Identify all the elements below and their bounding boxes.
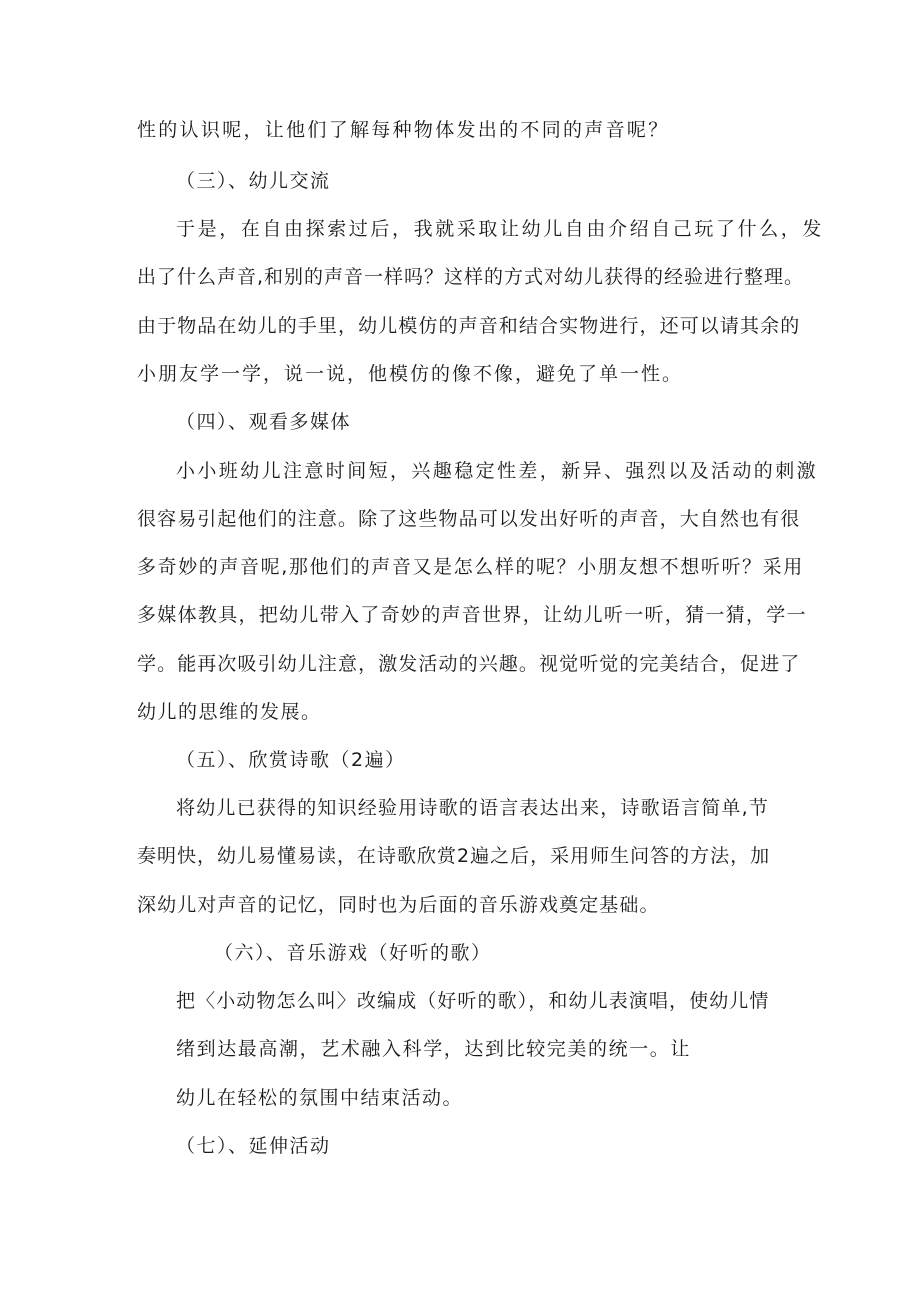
section-heading: （五）、欣赏诗歌（2遍）: [176, 749, 406, 771]
body-text-line: 把〈小动物怎么叫〉改编成（好听的歌），和幼儿表演唱，使幼儿情: [176, 990, 770, 1012]
body-text-line: 幼儿的思维的发展。: [137, 701, 322, 723]
section-heading: （四）、观看多媒体: [176, 411, 352, 433]
body-text-line: 于是，在自由探索过后，我就采取让幼儿自由介绍自己玩了什么，发: [176, 218, 825, 240]
body-text-line: 由于物品在幼儿的手里，幼儿模仿的声音和结合实物进行，还可以请其余的: [137, 315, 801, 337]
body-text-line: 学。能再次吸引幼儿注意，激发活动的兴趣。视觉听觉的完美结合，促进了: [137, 653, 801, 675]
body-text-line: 将幼儿已获得的知识经验用诗歌的语言表达出来，诗歌语言简单,节: [176, 797, 770, 819]
body-text-line: 奏明快，幼儿易懂易读，在诗歌欣赏2遍之后，采用师生问答的方法，加: [137, 845, 771, 867]
body-text-line: 绪到达最高潮，艺术融入科学，达到比较完美的统一。让: [176, 1038, 692, 1060]
body-text-line: 多媒体教具，把幼儿带入了奇妙的声音世界，让幼儿听一听，猜一猜，学一: [137, 604, 807, 626]
body-text-line: 多奇妙的声音呢,那他们的声音又是怎么样的呢？小朋友想不想听听？采用: [137, 556, 804, 578]
section-heading: （七）、延伸活动: [176, 1135, 331, 1157]
body-text-line: 性的认识呢，让他们了解每种物体发出的不同的声音呢？: [137, 119, 670, 141]
body-text-line: 幼儿在轻松的氛围中结束活动。: [176, 1087, 464, 1109]
body-text-line: 出了什么声音,和别的声音一样吗？这样的方式对幼儿获得的经验进行整理。: [137, 266, 805, 288]
body-text-line: 很容易引起他们的注意。除了这些物品可以发出好听的声音，大自然也有很: [137, 508, 801, 530]
section-heading: （三）、幼儿交流: [176, 170, 331, 192]
section-heading: （六）、音乐游戏（好听的歌）: [214, 942, 492, 964]
body-text-line: 深幼儿对声音的记忆，同时也为后面的音乐游戏奠定基础。: [137, 894, 660, 916]
body-text-line: 小朋友学一学，说一说，他模仿的像不像，避免了单一性。: [137, 363, 684, 385]
body-text-line: 小小班幼儿注意时间短，兴趣稳定性差，新异、强烈以及活动的刺激: [176, 460, 819, 482]
